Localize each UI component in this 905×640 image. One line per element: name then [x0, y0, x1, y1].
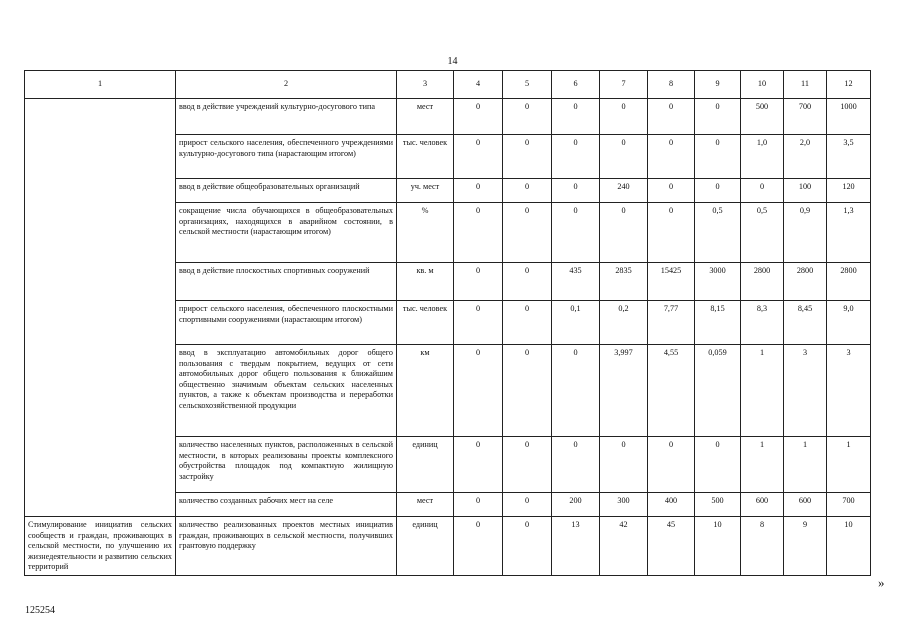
value-cell: 0 — [503, 301, 552, 345]
value-cell: 3 — [784, 345, 827, 437]
value-cell: 4,55 — [648, 345, 695, 437]
value-cell: 0 — [552, 203, 600, 263]
value-cell: 15425 — [648, 263, 695, 301]
indicator-cell: сокращение числа обучающихся в общеобразовательных организациях, находящихся в аварийном состоянии, в сельской местности (нарастающим итогом) — [176, 203, 397, 263]
value-cell: 1 — [827, 437, 871, 493]
value-cell: 0 — [503, 263, 552, 301]
value-cell: 1,3 — [827, 203, 871, 263]
value-cell: 0 — [648, 437, 695, 493]
value-cell: 0 — [695, 99, 741, 135]
unit-cell: тыс. человек — [397, 301, 454, 345]
value-cell: 0 — [695, 179, 741, 203]
indicator-cell: ввод в действие плоскостных спортивных сооружений — [176, 263, 397, 301]
header-cell: 11 — [784, 71, 827, 99]
value-cell: 1 — [784, 437, 827, 493]
header-cell: 8 — [648, 71, 695, 99]
value-cell: 0 — [503, 493, 552, 517]
value-cell: 0,5 — [741, 203, 784, 263]
value-cell: 9,0 — [827, 301, 871, 345]
value-cell: 700 — [827, 493, 871, 517]
value-cell: 0 — [600, 203, 648, 263]
unit-cell: км — [397, 345, 454, 437]
header-cell: 12 — [827, 71, 871, 99]
unit-cell: единиц — [397, 517, 454, 576]
value-cell: 1 — [741, 345, 784, 437]
value-cell: 42 — [600, 517, 648, 576]
value-cell: 45 — [648, 517, 695, 576]
value-cell: 0,1 — [552, 301, 600, 345]
table-row — [25, 99, 871, 135]
value-cell: 0 — [503, 517, 552, 576]
value-cell: 0 — [454, 517, 503, 576]
value-cell: 120 — [827, 179, 871, 203]
value-cell: 0 — [503, 437, 552, 493]
value-cell: 0 — [552, 135, 600, 179]
unit-cell: кв. м — [397, 263, 454, 301]
value-cell: 0 — [552, 437, 600, 493]
value-cell: 2800 — [827, 263, 871, 301]
header-row — [25, 71, 871, 99]
value-cell: 0,9 — [784, 203, 827, 263]
value-cell: 0 — [503, 345, 552, 437]
value-cell: 1,0 — [741, 135, 784, 179]
value-cell: 0 — [648, 135, 695, 179]
indicator-cell: количество созданных рабочих мест на селе — [176, 493, 397, 517]
value-cell: 400 — [648, 493, 695, 517]
value-cell: 300 — [600, 493, 648, 517]
table-row — [25, 517, 871, 576]
task-cell: Стимулирование инициатив сельских сообществ и граждан, проживающих в сельской местности, по улучшению их жизнедеятельности и развитию сельских территорий — [25, 517, 176, 576]
value-cell: 7,77 — [648, 301, 695, 345]
header-cell: 5 — [503, 71, 552, 99]
value-cell: 0 — [648, 203, 695, 263]
value-cell: 0,5 — [695, 203, 741, 263]
value-cell: 0 — [600, 437, 648, 493]
value-cell: 435 — [552, 263, 600, 301]
value-cell: 3,5 — [827, 135, 871, 179]
value-cell: 10 — [695, 517, 741, 576]
value-cell: 0 — [503, 179, 552, 203]
indicator-cell: прирост сельского населения, обеспеченного плоскостными спортивными сооружениями (нарастающим итогом) — [176, 301, 397, 345]
indicators-table — [24, 70, 871, 576]
value-cell: 0 — [741, 179, 784, 203]
value-cell: 0 — [695, 135, 741, 179]
indicator-cell: ввод в эксплуатацию автомобильных дорог общего пользования с твердым покрытием, ведущих от сети автомобильных дорог общего пользования к ближайшим общественно значимым объектам сельских населенных пунктов, а также к объектам производства и переработки сельскохозяйственной продукции — [176, 345, 397, 437]
document-code: 125254 — [25, 605, 55, 616]
value-cell: 100 — [784, 179, 827, 203]
header-cell: 9 — [695, 71, 741, 99]
value-cell: 8,15 — [695, 301, 741, 345]
unit-cell: единиц — [397, 437, 454, 493]
indicator-cell: ввод в действие учреждений культурно-досугового типа — [176, 99, 397, 135]
value-cell: 0 — [454, 493, 503, 517]
value-cell: 0 — [454, 179, 503, 203]
indicator-cell: количество реализованных проектов местных инициатив граждан, проживающих в сельской местности, получивших грантовую поддержку — [176, 517, 397, 576]
value-cell: 1 — [741, 437, 784, 493]
value-cell: 2800 — [784, 263, 827, 301]
value-cell: 10 — [827, 517, 871, 576]
header-cell: 10 — [741, 71, 784, 99]
value-cell: 3,997 — [600, 345, 648, 437]
value-cell: 0 — [454, 301, 503, 345]
task-cell — [25, 99, 176, 517]
value-cell: 8,3 — [741, 301, 784, 345]
indicator-cell: количество населенных пунктов, расположенных в сельской местности, в которых реализованы проекты комплексного обустройства площадок под компактную жилищную застройку — [176, 437, 397, 493]
header-cell: 1 — [25, 71, 176, 99]
value-cell: 0 — [454, 437, 503, 493]
value-cell: 8,45 — [784, 301, 827, 345]
value-cell: 0 — [600, 135, 648, 179]
header-cell: 2 — [176, 71, 397, 99]
value-cell: 500 — [741, 99, 784, 135]
unit-cell: уч. мест — [397, 179, 454, 203]
value-cell: 3000 — [695, 263, 741, 301]
value-cell: 0 — [552, 179, 600, 203]
indicator-cell: прирост сельского населения, обеспеченного учреждениями культурно-досугового типа (нарастающим итогом) — [176, 135, 397, 179]
continuation-mark: » — [878, 575, 885, 590]
value-cell: 600 — [784, 493, 827, 517]
value-cell: 500 — [695, 493, 741, 517]
value-cell: 0,059 — [695, 345, 741, 437]
value-cell: 0 — [600, 99, 648, 135]
value-cell: 0 — [454, 345, 503, 437]
value-cell: 1000 — [827, 99, 871, 135]
value-cell: 8 — [741, 517, 784, 576]
value-cell: 700 — [784, 99, 827, 135]
value-cell: 0 — [454, 263, 503, 301]
value-cell: 600 — [741, 493, 784, 517]
value-cell: 200 — [552, 493, 600, 517]
value-cell: 240 — [600, 179, 648, 203]
value-cell: 0 — [552, 99, 600, 135]
unit-cell: мест — [397, 99, 454, 135]
header-cell: 7 — [600, 71, 648, 99]
value-cell: 0 — [503, 135, 552, 179]
value-cell: 0 — [454, 203, 503, 263]
value-cell: 0 — [454, 99, 503, 135]
value-cell: 3 — [827, 345, 871, 437]
page-number: 14 — [447, 56, 458, 67]
unit-cell: мест — [397, 493, 454, 517]
value-cell: 0 — [503, 203, 552, 263]
indicator-cell: ввод в действие общеобразовательных организаций — [176, 179, 397, 203]
unit-cell: % — [397, 203, 454, 263]
unit-cell: тыс. человек — [397, 135, 454, 179]
value-cell: 2800 — [741, 263, 784, 301]
value-cell: 9 — [784, 517, 827, 576]
header-cell: 4 — [454, 71, 503, 99]
value-cell: 0 — [648, 99, 695, 135]
value-cell: 13 — [552, 517, 600, 576]
value-cell: 0 — [503, 99, 552, 135]
header-cell: 6 — [552, 71, 600, 99]
value-cell: 0,2 — [600, 301, 648, 345]
header-cell: 3 — [397, 71, 454, 99]
value-cell: 0 — [648, 179, 695, 203]
value-cell: 0 — [695, 437, 741, 493]
value-cell: 0 — [552, 345, 600, 437]
value-cell: 2,0 — [784, 135, 827, 179]
value-cell: 0 — [454, 135, 503, 179]
value-cell: 2835 — [600, 263, 648, 301]
